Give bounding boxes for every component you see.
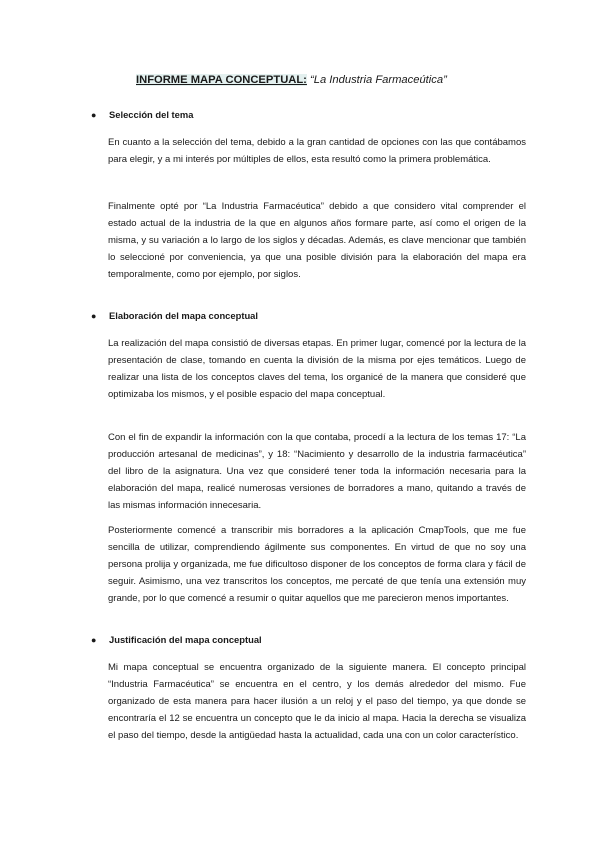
title-italic: “La Industria Farmaceútica” xyxy=(306,74,447,86)
paragraph: Con el fin de expandir la información con la que contaba, procedí a la lectura de los temas 17: “La producción artesanal de medicinas”, y 18: “Nacimiento y desarrollo de la industria farmacéutica” del libro de la asignatura. Una vez que consideré tener toda la información necesaria para la elaboración del mapa, realicé numerosas versiones de borradores a mano, quitando a través de las mismas información innecesaria. xyxy=(108,432,526,511)
section-heading-justificacion: Justificación del mapa conceptual xyxy=(109,634,262,645)
paragraph: Posteriormente comencé a transcribir mis borradores a la aplicación CmapTools, que me fue sencilla de utilizar, comprendiendo ágilmente sus componentes. En virtud de que no soy una persona prolija y organizada, me fue dificultoso disponer de los conceptos de forma clara y fácil de seguir. Asimismo, una vez transcritos los conceptos, me percaté de que tenía una extensión muy grande, por lo que comencé a resumir o quitar aquellos que me parecieron menos importantes. xyxy=(108,525,526,604)
section-heading-elaboracion: Elaboración del mapa conceptual xyxy=(109,310,258,321)
section-heading-seleccion: Selección del tema xyxy=(109,109,194,120)
paragraph: Mi mapa conceptual se encuentra organizado de la siguiente manera. El concepto principal “Industria Farmacéutica” se encuentra en el centro, y los demás alrededor del mismo. Fue organizado de esta manera para hacer ilusión a un reloj y el paso del tiempo, ya que donde se encontraría el 12 se encuentra un concepto que le da inicio al mapa. Hacia la derecha se visualiza el paso del tiempo, desde la antigüedad hasta la actualidad, cada una con un color característico. xyxy=(108,662,526,741)
document-title xyxy=(136,72,447,89)
paragraph: En cuanto a la selección del tema, debido a la gran cantidad de opciones con las que contábamos para elegir, y a mi interés por múltiples de ellos, esta resultó como la primera problemática. xyxy=(108,137,526,165)
bullet-icon: ● xyxy=(91,311,97,321)
bullet-icon: ● xyxy=(91,110,97,120)
paragraph: Finalmente opté por “La Industria Farmacéutica” debido a que considero vital comprender el estado actual de la industria de la que en algunos años formare parte, así como el origen de la misma, y su variación a lo largo de los siglos y décadas. Además, es clave mencionar que también lo seleccioné por conveniencia, ya que una posible división para la elaboración del mapa era temporalmente, como por ejemplo, por siglos. xyxy=(108,201,526,280)
bullet-icon: ● xyxy=(91,635,97,645)
paragraph: La realización del mapa consistió de diversas etapas. En primer lugar, comencé por la lectura de la presentación de clase, tomando en cuenta la división de la misma por ejes temáticos. Luego de realizar una lista de los conceptos claves del tema, los organicé de la manera que consideré que optimizaba los mismos, y el posible espacio del mapa conceptual. xyxy=(108,338,526,400)
title-bold: INFORME MAPA CONCEPTUAL: xyxy=(136,74,307,86)
